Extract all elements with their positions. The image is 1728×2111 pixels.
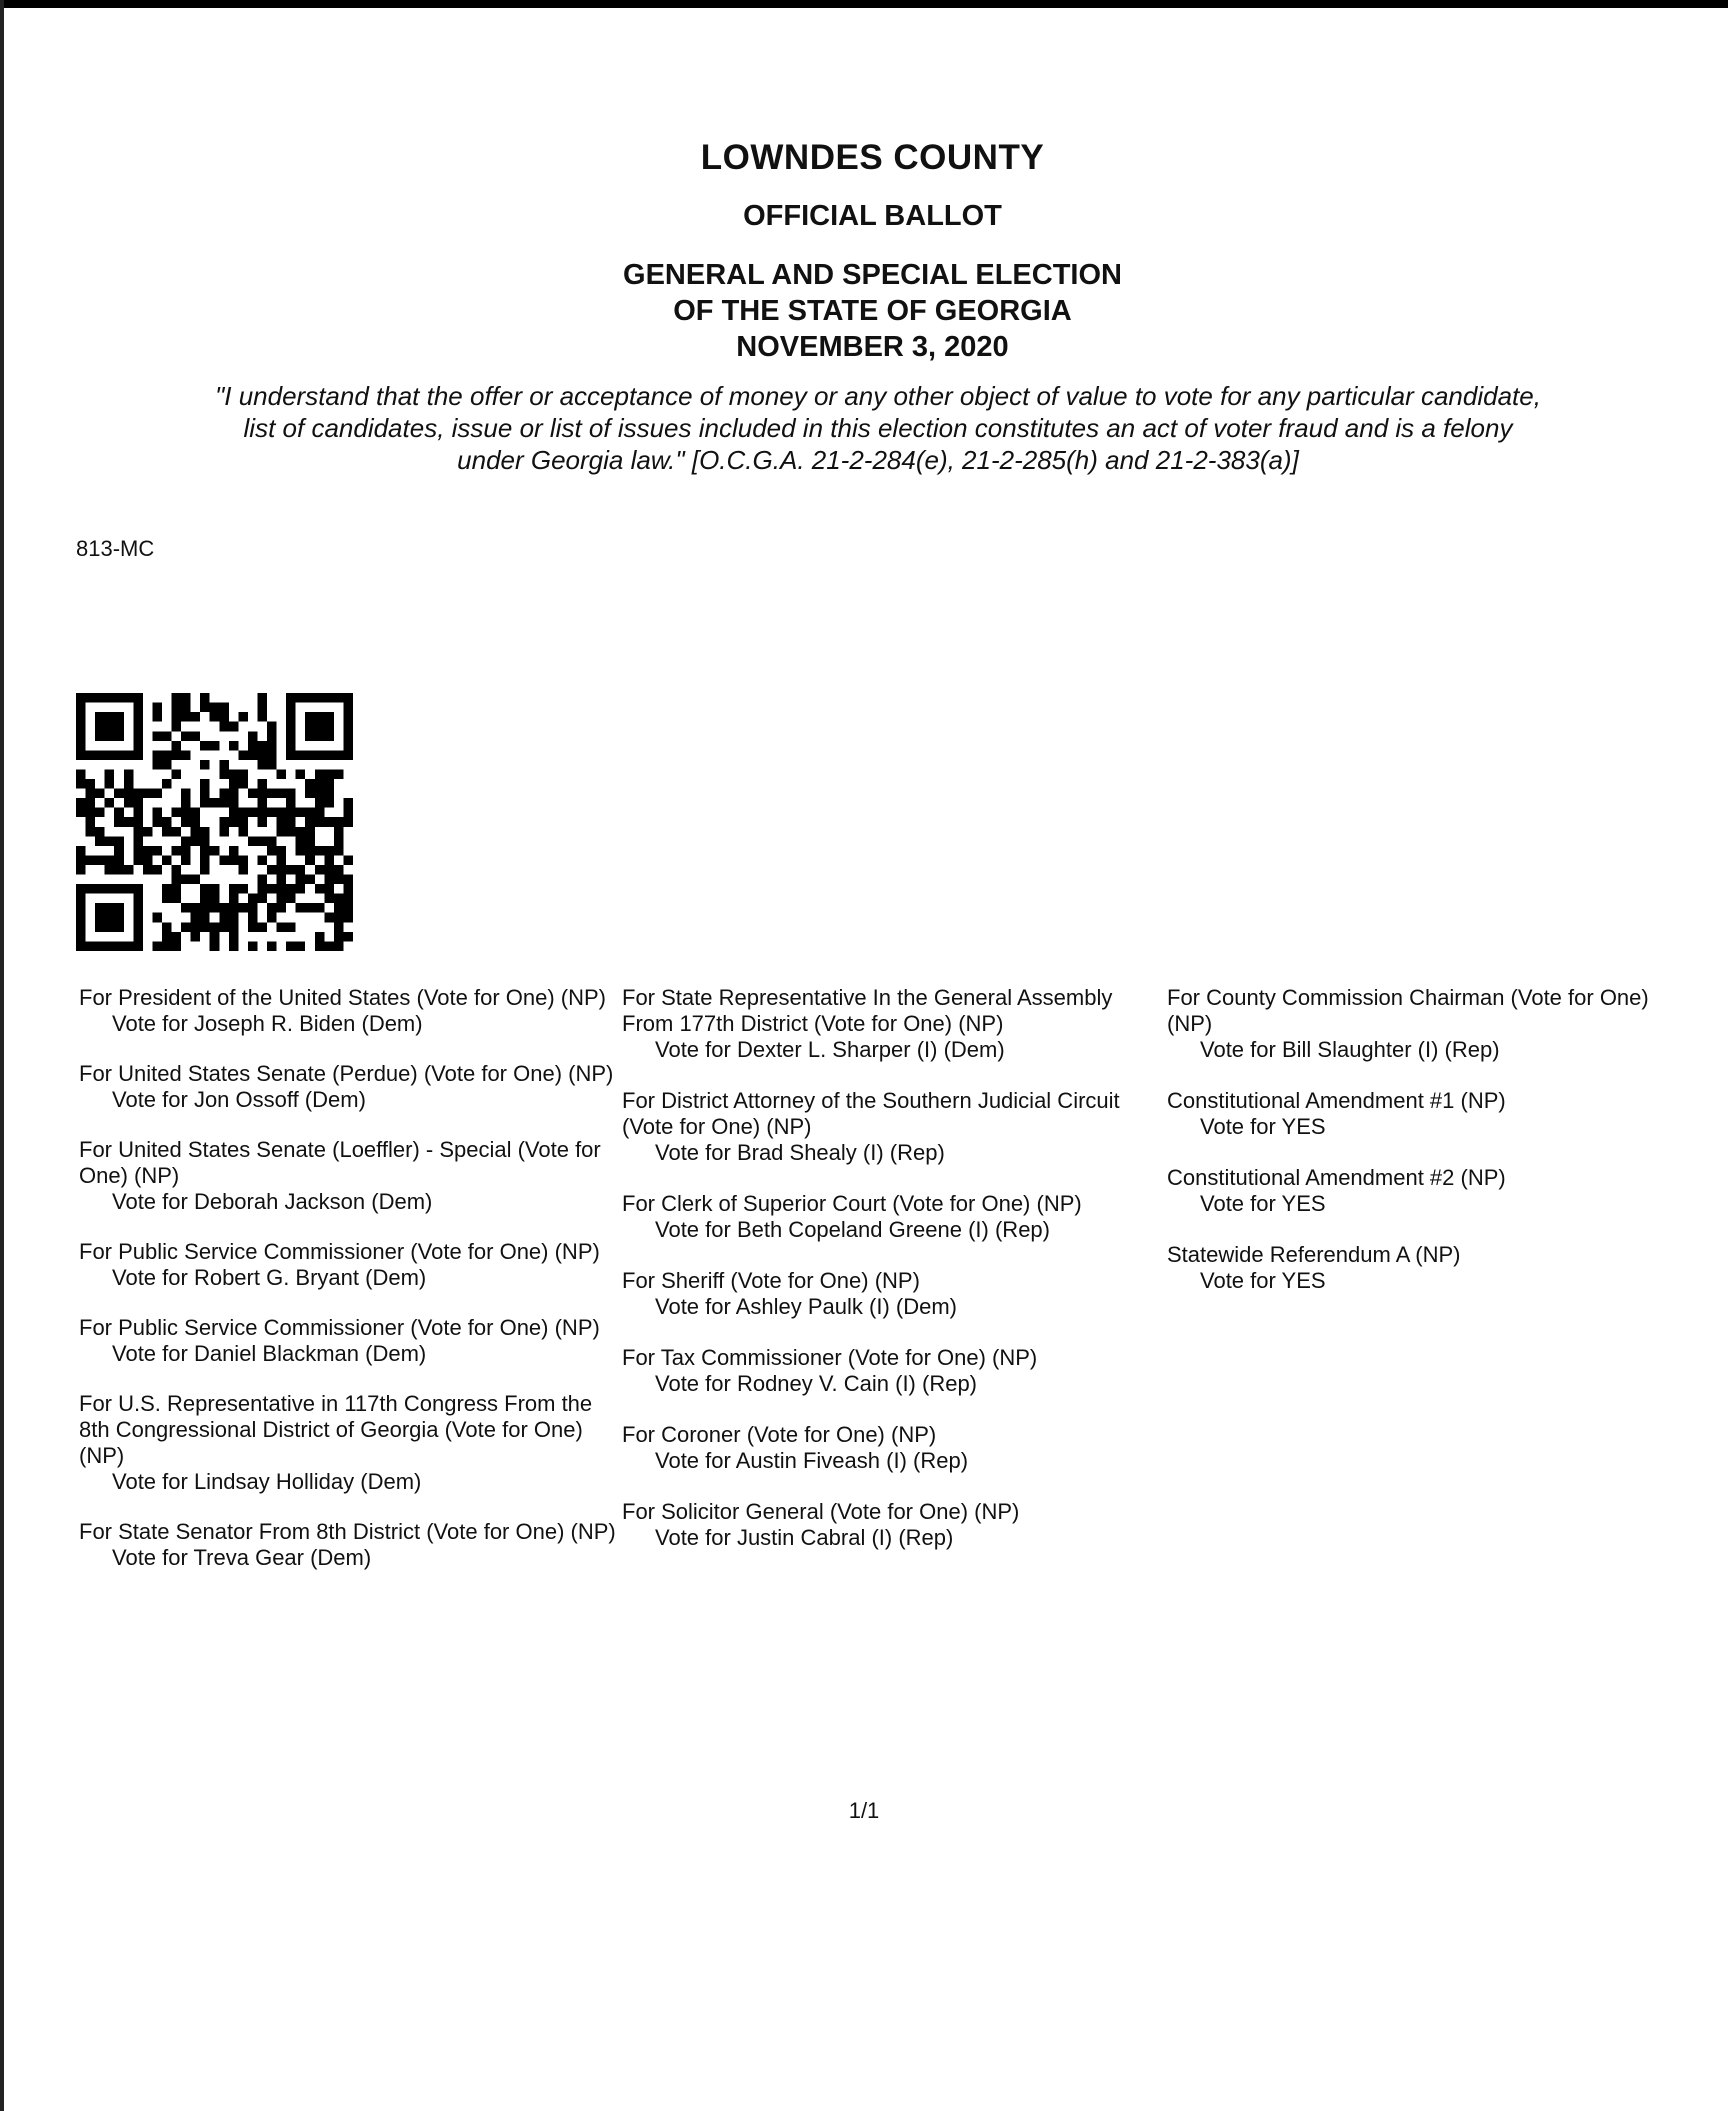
vote-selection: Vote for Robert G. Bryant (Dem) [112, 1265, 427, 1290]
vote-selection: Vote for Joseph R. Biden (Dem) [112, 1011, 423, 1036]
contest-title: For District Attorney of the Southern Judicial Circuit (Vote for One) (NP) [622, 1088, 1120, 1139]
page-number: 1/1 [848, 1798, 880, 1823]
contest-selection [79, 1391, 619, 1495]
contest-selection [79, 1061, 619, 1113]
contest-title: For Public Service Commissioner (Vote for One) (NP) [79, 1239, 600, 1264]
contest-title: For Solicitor General (Vote for One) (NP) [622, 1499, 1020, 1524]
vote-selection: Vote for Deborah Jackson (Dem) [112, 1189, 433, 1214]
contest-title: For Tax Commissioner (Vote for One) (NP) [622, 1345, 1038, 1370]
oath-line-3: under Georgia law." [O.C.G.A. 21-2-284(e), 21-2-285(h) and 21-2-383(a)] [457, 445, 1299, 475]
vote-selection: Vote for Treva Gear (Dem) [112, 1545, 372, 1570]
contest-selection [1167, 1088, 1687, 1140]
contest-title: For U.S. Representative in 117th Congress From the 8th Congressional District of Georgia (Vote for One) (NP) [79, 1391, 593, 1468]
voter-oath [78, 380, 1678, 476]
contest-selection [622, 1191, 1162, 1243]
contest-title: For Sheriff (Vote for One) (NP) [622, 1268, 920, 1293]
election-line-2: OF THE STATE OF GEORGIA [673, 295, 1072, 327]
contest-column-2 [622, 985, 1162, 1576]
contest-selection [79, 985, 619, 1037]
vote-selection: Vote for Justin Cabral (I) (Rep) [655, 1525, 954, 1550]
contest-title: For United States Senate (Perdue) (Vote for One) (NP) [79, 1061, 614, 1086]
contest-title: For United States Senate (Loeffler) - Special (Vote for One) (NP) [79, 1137, 601, 1188]
contest-selection [79, 1315, 619, 1367]
vote-selection: Vote for Rodney V. Cain (I) (Rep) [655, 1371, 978, 1396]
election-title [0, 257, 1728, 365]
election-date: NOVEMBER 3, 2020 [736, 331, 1009, 363]
contest-selection [1167, 1242, 1687, 1294]
oath-line-2: list of candidates, issue or list of issues included in this election constitutes an act of voter fraud and is a felony [243, 413, 1513, 443]
vote-selection: Vote for Dexter L. Sharper (I) (Dem) [655, 1037, 1005, 1062]
scan-top-border [0, 0, 1728, 8]
vote-selection: Vote for Jon Ossoff (Dem) [112, 1087, 366, 1112]
vote-selection: Vote for Daniel Blackman (Dem) [112, 1341, 427, 1366]
contest-selection [622, 985, 1162, 1063]
contest-title: For President of the United States (Vote for One) (NP) [79, 985, 607, 1010]
vote-selection: Vote for YES [1200, 1114, 1326, 1139]
contest-selection [79, 1137, 619, 1215]
contest-title: For Coroner (Vote for One) (NP) [622, 1422, 937, 1447]
contest-selection [1167, 1165, 1687, 1217]
contest-selection [79, 1519, 619, 1571]
contest-title: For Public Service Commissioner (Vote for One) (NP) [79, 1315, 600, 1340]
oath-line-1: "I understand that the offer or acceptance of money or any other object of value to vote for any particular candidate, [215, 381, 1541, 411]
vote-selection: Vote for Bill Slaughter (I) (Rep) [1200, 1037, 1500, 1062]
contest-column-1 [79, 985, 619, 1595]
contest-selection [79, 1239, 619, 1291]
vote-selection: Vote for Beth Copeland Greene (I) (Rep) [655, 1217, 1050, 1242]
contest-selection [622, 1499, 1162, 1551]
contest-selection [622, 1088, 1162, 1166]
contest-title: Statewide Referendum A (NP) [1167, 1242, 1461, 1267]
ballot-style-code: 813-MC [76, 536, 155, 561]
contest-title: For Clerk of Superior Court (Vote for One) (NP) [622, 1191, 1082, 1216]
county-title: LOWNDES COUNTY [700, 138, 1045, 177]
contest-selection [1167, 985, 1687, 1063]
contest-title: Constitutional Amendment #2 (NP) [1167, 1165, 1506, 1190]
vote-selection: Vote for Austin Fiveash (I) (Rep) [655, 1448, 969, 1473]
contest-title: For State Representative In the General Assembly From 177th District (Vote for One) (NP) [622, 985, 1113, 1036]
election-line-1: GENERAL AND SPECIAL ELECTION [623, 259, 1122, 291]
contest-selection [622, 1422, 1162, 1474]
vote-selection: Vote for YES [1200, 1268, 1326, 1293]
vote-selection: Vote for Ashley Paulk (I) (Dem) [655, 1294, 957, 1319]
contest-selection [622, 1268, 1162, 1320]
contest-selection [622, 1345, 1162, 1397]
vote-selection: Vote for Brad Shealy (I) (Rep) [655, 1140, 945, 1165]
vote-selection: Vote for Lindsay Holliday (Dem) [112, 1469, 422, 1494]
vote-selection: Vote for YES [1200, 1191, 1326, 1216]
ballot-type: OFFICIAL BALLOT [743, 200, 1002, 232]
qr-code-icon [76, 693, 353, 951]
contest-title: For State Senator From 8th District (Vote for One) (NP) [79, 1519, 616, 1544]
ballot-header [0, 138, 1728, 365]
contest-column-3 [1167, 985, 1687, 1319]
contest-title: Constitutional Amendment #1 (NP) [1167, 1088, 1506, 1113]
contest-title: For County Commission Chairman (Vote for One) (NP) [1167, 985, 1649, 1036]
